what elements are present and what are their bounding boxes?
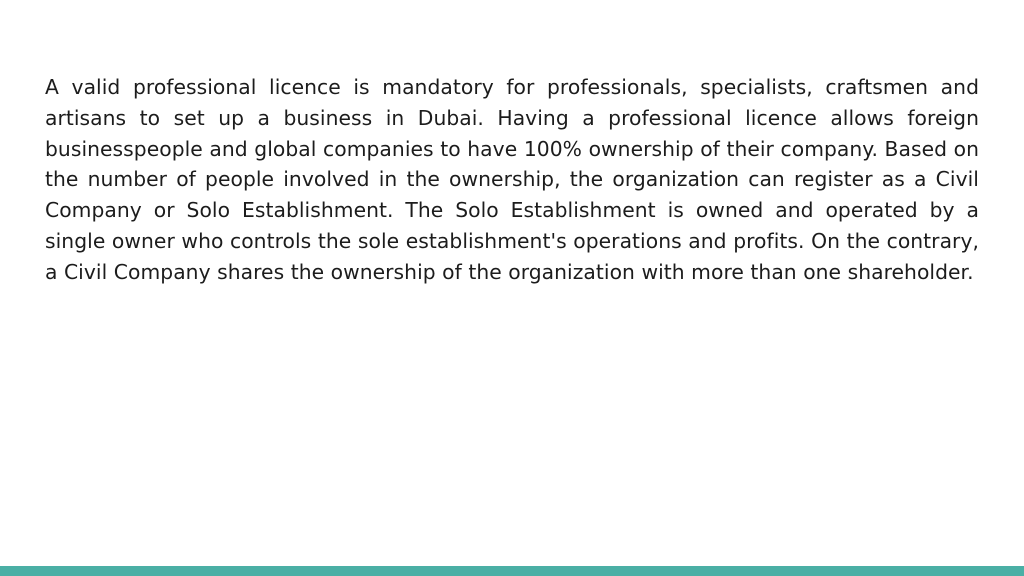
bottom-accent-bar [0, 566, 1024, 576]
body-paragraph: A valid professional licence is mandatory for professionals, specialists, craftsmen and artisans to set up a business in Dubai. Having a professional licence allows foreign businesspeople and global companies to have 100% ownership of their company. Based on the number of people involved in the ownership, the organization can register as a Civil Company or Solo Establishment. The Solo Establishment is owned and operated by a single owner who controls the sole establishment's operations and profits. On the contrary, a Civil Company shares the ownership of the organization with more than one shareholder. [45, 75, 979, 284]
